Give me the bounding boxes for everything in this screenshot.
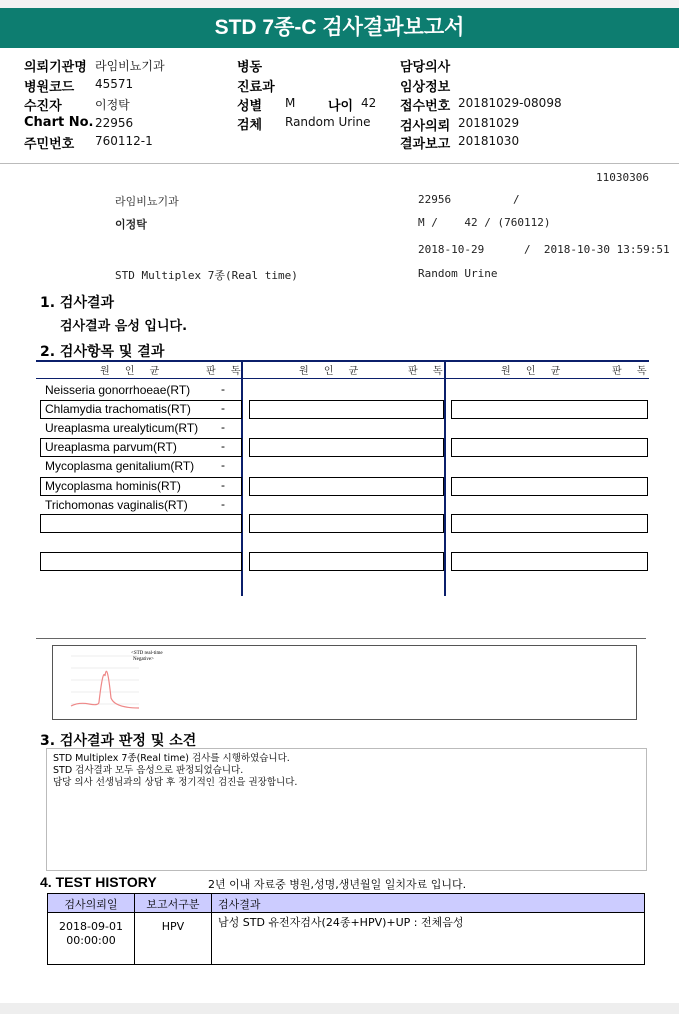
history-note: 2년 이내 자료중 병원,성명,생년월일 일치자료 입니다. — [208, 878, 467, 891]
pb-chart: 22956 — [418, 193, 452, 206]
result-cell-box — [451, 400, 648, 419]
graph-box — [52, 645, 637, 720]
header-pathogen: 원 인 균 — [100, 366, 166, 377]
section-1-title: 1. 검사결과 — [40, 295, 115, 311]
pb-name: 이정탁 — [115, 218, 147, 231]
code-value: 45571 — [95, 77, 134, 91]
section-3-title: 3. 검사결과 판정 및 소견 — [40, 733, 197, 749]
header-pathogen: 원 인 균 — [501, 366, 567, 377]
result-cell-box — [451, 552, 648, 571]
chart-label: Chart No. — [24, 115, 94, 130]
report-label: 결과보고 — [400, 137, 451, 152]
receipt-label: 접수번호 — [400, 99, 451, 114]
col-divider — [444, 360, 446, 596]
pathogen-name: Ureaplasma urealyticum(RT) — [45, 421, 199, 435]
pathogen-result: - — [221, 401, 225, 415]
pathogen-result: - — [221, 478, 225, 492]
history-col-type: 보고서구분 — [146, 898, 200, 911]
divider — [36, 638, 646, 639]
pathogen-result: - — [221, 439, 225, 453]
doctor-label: 담당의사 — [400, 60, 451, 75]
request-value: 20181029 — [458, 116, 520, 130]
patient-label: 수진자 — [24, 99, 62, 114]
col-divider — [211, 894, 212, 964]
age-value: 42 — [361, 96, 377, 110]
result-cell-box — [451, 438, 648, 457]
pathogen-result: - — [221, 382, 225, 396]
chart-value: 22956 — [95, 116, 134, 130]
pathogen-result: - — [221, 420, 225, 434]
result-cell-box — [451, 514, 648, 533]
top-strip — [0, 0, 679, 8]
report-value: 20181030 — [458, 134, 520, 148]
pathogen-name: Mycoplasma hominis(RT) — [45, 479, 181, 493]
result-cell-box — [249, 438, 444, 457]
opinion-line: 담당 의사 선생님과의 상담 후 정기적인 검진을 권장합니다. — [53, 777, 298, 788]
hospital-label: 의뢰기관명 — [24, 60, 87, 75]
sex-value: M — [285, 96, 296, 110]
ward-label: 병동 — [237, 60, 263, 75]
hospital-value: 라임비뇨기과 — [95, 59, 165, 73]
pb-slash: / — [513, 193, 520, 206]
pathogen-name: Neisseria gonorrhoeae(RT) — [45, 383, 191, 397]
header-result: 판 독 — [408, 366, 449, 377]
clinical-label: 임상정보 — [400, 80, 451, 95]
pathogen-result: - — [221, 497, 225, 511]
patient-value: 이정탁 — [95, 98, 130, 112]
bottom-strip — [0, 1003, 679, 1014]
specimen-value: Random Urine — [285, 115, 371, 129]
result-cell-box — [249, 552, 444, 571]
graph-caption: <STD real-time — [131, 651, 163, 656]
pb-specimen: Random Urine — [418, 267, 498, 280]
pb-sexage: M / 42 / (760112) — [418, 216, 551, 229]
pathogen-name: Chlamydia trachomatis(RT) — [45, 402, 191, 416]
code-label: 병원코드 — [24, 80, 75, 95]
id-label: 주민번호 — [24, 137, 75, 152]
graph-caption: Negative> — [133, 657, 154, 662]
header-result: 판 독 — [206, 366, 247, 377]
doc-code: 11030306 — [596, 171, 649, 184]
divider — [0, 163, 679, 164]
history-type: HPV — [161, 920, 185, 933]
result-cell-box — [40, 552, 242, 571]
result-cell-box — [249, 477, 444, 496]
history-date: 2018-09-01 — [59, 920, 123, 933]
curve-line — [71, 671, 139, 708]
opinion-box — [46, 748, 647, 871]
report-title: STD 7종-C 검사결과보고서 — [0, 8, 679, 48]
id-value: 760112-1 — [95, 134, 153, 148]
history-col-result: 검사결과 — [218, 898, 261, 911]
result-cell-box — [451, 477, 648, 496]
receipt-value: 20181029-08098 — [458, 96, 562, 110]
specimen-label: 검체 — [237, 118, 263, 133]
header-pathogen: 원 인 균 — [299, 366, 365, 377]
result-cell-box — [249, 514, 444, 533]
history-result: 남성 STD 유전자검사(24종+HPV)+UP : 전체음성 — [218, 916, 464, 929]
pathogen-name: Ureaplasma parvum(RT) — [45, 440, 177, 454]
history-time: 00:00:00 — [66, 934, 116, 947]
pb-hospital: 라임비뇨기과 — [115, 195, 179, 208]
dept-label: 진료과 — [237, 80, 275, 95]
section-2-title: 2. 검사항목 및 결과 — [40, 344, 165, 360]
opinion-text — [53, 753, 297, 789]
pb-dates: 2018-10-29 / 2018-10-30 13:59:51 — [418, 243, 670, 256]
header-result: 판 독 — [612, 366, 653, 377]
table-header-border — [36, 378, 649, 379]
history-table — [47, 893, 645, 965]
history-col-date: 검사의뢰일 — [64, 898, 118, 911]
pathogen-name: Trichomonas vaginalis(RT) — [45, 498, 188, 512]
age-label: 나이 — [328, 99, 354, 114]
opinion-line: STD Multiplex 7종(Real time) 검사를 시행하였습니다. — [53, 753, 290, 764]
opinion-line: STD 검사결과 모두 음성으로 판정되었습니다. — [53, 765, 244, 776]
sex-label: 성별 — [237, 99, 263, 114]
pathogen-name: Mycoplasma genitalium(RT) — [45, 459, 195, 473]
pathogen-result: - — [221, 458, 225, 472]
section-1-text: 검사결과 음성 입니다. — [60, 319, 188, 334]
request-label: 검사의뢰 — [400, 119, 451, 134]
result-cell-box — [40, 514, 242, 533]
section-4-title: 4. TEST HISTORY — [40, 874, 157, 890]
pb-test: STD Multiplex 7종(Real time) — [115, 269, 298, 282]
result-cell-box — [249, 400, 444, 419]
